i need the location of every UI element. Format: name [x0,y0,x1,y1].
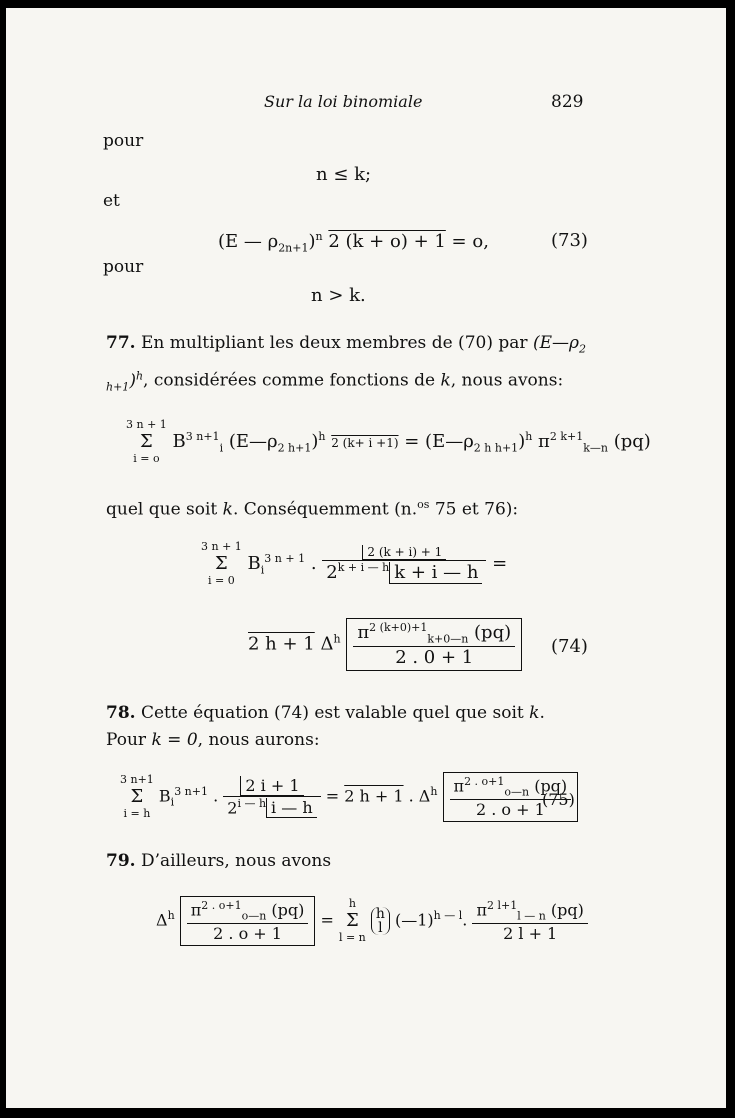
paragraph-quel-que-soit [106,491,586,524]
equation-73 [218,230,489,255]
eq75-den-pre: 2 [227,797,238,817]
eq75-delta: . Δ [403,786,431,806]
sum1-part1-sup: h [318,430,326,443]
eq74-den-sup: k + i — h [337,560,390,574]
sec78-text-1: Cette équation (74) est valable quel que soit [135,703,530,723]
sec78-k2: k = 0 [151,730,198,750]
equation-74-line-2 [248,618,522,671]
eq74-top: 3 n + 1 [201,540,242,553]
equation-74-line-1 [201,540,507,588]
eq74-den-pre: 2 [326,561,338,583]
eq73-sup: n [315,230,323,243]
equation-final [156,896,588,946]
final-binom-bottom: l [378,919,383,936]
section-number-77: 77. [106,333,136,353]
sum1-eq: = (E—ρ [398,431,474,452]
eq75-pi-sub: o—n [504,785,530,799]
equation-number-75: (75) [542,790,575,809]
eq75-pi: π [453,776,465,796]
quel-text-3: 75 et 76): [429,499,519,520]
running-header-title: Sur la loi binomiale [264,92,423,111]
final-denominator-1: 2 . o + 1 [213,923,282,943]
sum1-pi-sup: 2 k+1 [549,430,584,443]
eq75-sigma-stack [120,773,154,821]
final-pi2-sub: l — n [517,909,546,923]
eq74b-pq: (pq) [468,622,512,643]
eq74-numerator [322,545,486,561]
eq74-denominator [322,561,486,584]
eq74b-pi: π [357,622,370,643]
paragraph-79 [106,848,586,875]
paragraph-77 [106,330,586,400]
eq74b-delta-sup: h [333,632,341,646]
equation-number-74: (74) [551,636,588,657]
final-minus: (—1) [394,910,434,930]
eq75-pq: (pq) [529,776,568,796]
eq74-b-sub: i [260,563,265,577]
section-number-79: 79. [106,851,136,871]
sum1-pi-sub: k—n [583,441,609,455]
equation-sum-1 [126,418,651,466]
quel-text-1: quel que soit [106,499,223,520]
sum1-sigma: Σ [140,431,153,452]
sec77-italic: (E—ρ [532,333,579,353]
sec77-italic-close: ) [129,371,136,392]
final-pq: (pq) [266,900,305,920]
page [6,8,726,1108]
eq75-sigma: Σ [130,785,144,807]
sec77-italic-sub: 2 h+1 [106,342,586,394]
final-numerator-2 [472,899,587,924]
eq73-rhs: = o, [445,231,489,252]
sec77-italic-sup: h [135,369,144,383]
sum1-b-sub: i [219,441,224,455]
sum1-part1-close: ) [311,431,319,452]
sum1-b-sup: 3 n+1 [185,430,220,443]
sum1-eq-sup: h [525,430,533,443]
final-pi-sup: 2 . o+1 [201,899,242,912]
quel-os: os [417,498,430,511]
sec78-line2a: Pour [106,730,152,750]
eq74-eq: = [486,553,508,574]
sec78-line2b: , nous aurons: [197,730,320,750]
sum1-sigma-stack [126,418,167,466]
sum1-eq-sub: 2 h h+1 [473,441,519,455]
eq74-sigma-stack [201,540,242,588]
eq74-dot: . [305,553,317,574]
eq74-num-text: 2 (k + i) + 1 [362,545,446,560]
eq75-b-sup: 3 n+1 [174,784,208,798]
sec79-text: D’ailleurs, nous avons [135,851,332,871]
eq73-lhs: (E — ρ [218,231,279,252]
eq74-bottom: i = 0 [208,574,235,587]
eq75-delta-sup: h [430,784,438,798]
final-bottom: l = n [338,930,366,944]
sum1-pq: (pq) [608,431,651,452]
quel-k: k [222,499,233,520]
quel-text-2: . Conséquemment (n. [232,499,418,520]
final-binomial [371,907,390,935]
sum1-part1-sub: 2 h+1 [277,441,312,455]
word-et: et [103,191,120,211]
eq75-num-text: 2 i + 1 [240,776,303,796]
eq75-eq: = [320,786,345,806]
sec77-text-2: , considérées comme fonctions de [143,371,441,392]
eq74-b-sup: 3 n + 1 [264,552,306,565]
sum1-bottom: i = o [133,452,160,465]
eq74b-bracket [346,618,522,671]
final-denominator-2: 2 l + 1 [503,923,558,943]
final-eq: = [315,910,339,930]
eq75-denominator-2: 2 . o + 1 [475,799,545,819]
section-number-78: 78. [106,703,136,723]
final-fraction-1 [187,899,309,943]
eq74-b: B [247,553,261,574]
eq75-denominator-1 [223,797,320,818]
equation-75 [120,772,578,822]
final-binom-top: h [375,905,385,922]
eq75-numerator-1 [223,776,320,797]
sec77-text-3: , nous avons: [450,371,564,392]
final-pq2: (pq) [545,900,584,920]
eq75-dot: . [207,786,219,806]
eq74b-overline: 2 h + 1 [248,633,315,655]
eq73-sub: 2n+1 [278,241,309,255]
sec78-k: k [529,703,540,723]
inequality-n-gt-k: n > k. [311,285,366,306]
page-number: 829 [551,92,584,112]
final-dot: . [462,910,468,930]
eq73-mid: ) [308,231,316,252]
sum1-overline: 2 (k+ i +1) [331,436,399,450]
eq75-pi-sup: 2 . o+1 [464,775,505,788]
final-top: h [348,896,356,910]
eq75-fraction-1 [223,776,320,818]
eq73-overline: 2 (k + o) + 1 [328,231,446,252]
final-numerator-1 [187,899,309,924]
eq74b-fraction [353,621,515,668]
word-pour-2: pour [103,257,144,277]
final-pi2: π [476,900,487,920]
eq75-b: B [158,786,171,806]
final-sigma: Σ [345,909,359,931]
eq74-den-box: k + i — h [389,562,482,584]
eq74b-numerator [353,621,515,647]
sec78-text-2: . [539,703,545,723]
final-delta-sup: h [167,908,175,922]
eq74-sigma: Σ [215,553,228,574]
eq74b-delta: Δ [314,633,334,655]
final-pi-sub: o—n [241,909,267,923]
final-bracket [180,896,316,946]
eq75-den-sup: i — h [237,796,267,810]
sec77-k: k [440,371,451,392]
equation-number-73: (73) [551,230,588,251]
eq75-top: 3 n+1 [120,772,154,786]
final-delta: Δ [156,910,168,930]
sec77-text-1: En multipliant les deux membres de (70) par [135,333,528,353]
sum1-b: B [172,431,186,452]
inequality-n-le-k: n ≤ k; [316,164,372,185]
eq75-overline: 2 h + 1 [344,786,404,806]
eq75-den-box: i — h [266,798,317,818]
final-pi: π [190,900,202,920]
sum1-top: 3 n + 1 [126,418,167,431]
sum1-part1: (E—ρ [223,431,278,452]
final-pi2-sup: 2 l+1 [486,899,518,912]
eq74b-pi-sup: 2 (k+0)+1 [369,621,428,634]
eq74b-pi-sub: k+0—n [427,632,469,646]
final-minus-sup: h — l [433,908,463,922]
eq75-bottom: i = h [123,806,151,820]
eq74b-denominator: 2 . 0 + 1 [395,646,474,668]
word-pour-1: pour [103,131,144,151]
sum1-eq-close: ) [518,431,526,452]
final-sigma-stack [339,897,366,945]
final-fraction-2 [472,899,587,943]
sum1-pi: π [532,431,550,452]
paragraph-78 [106,700,586,754]
eq75-b-sub: i [170,795,175,809]
eq74-fraction [322,545,486,584]
